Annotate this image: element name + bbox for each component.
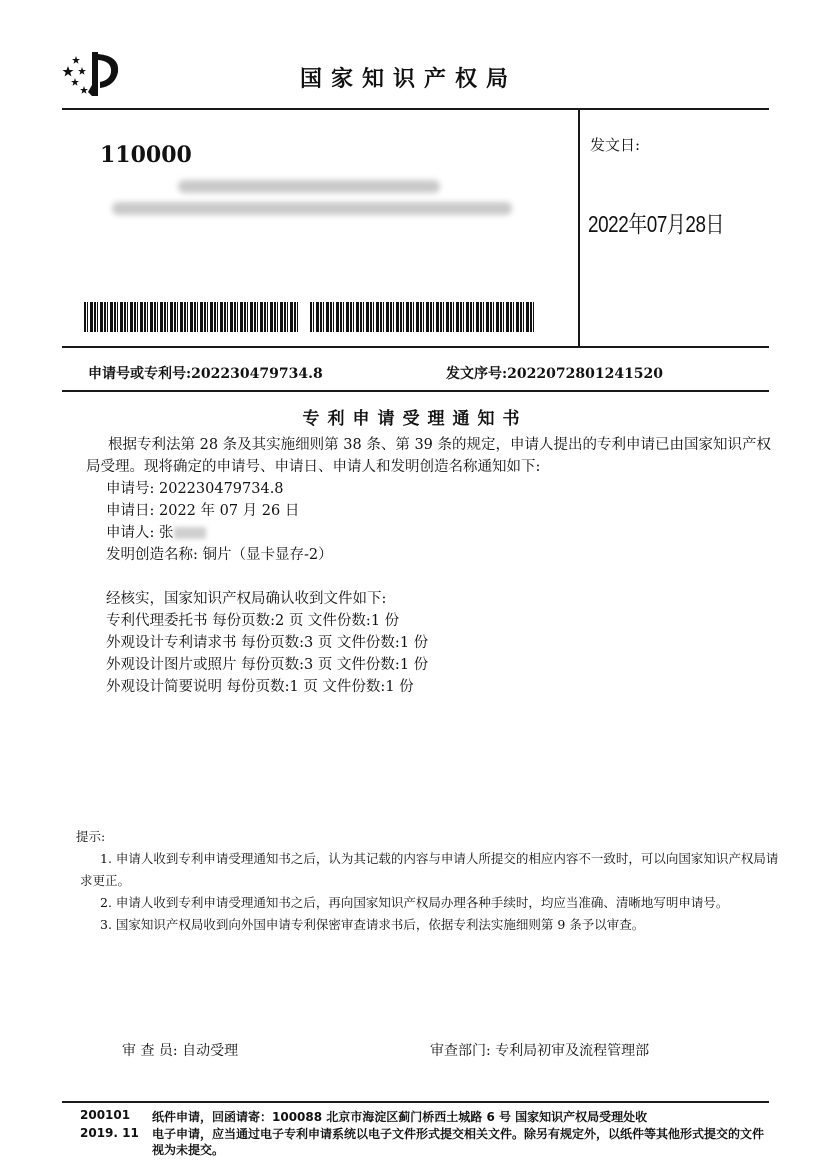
applicant-label: 申请人: 张 xyxy=(106,525,174,541)
hint-item-1: 1. 申请人收到专利申请受理通知书之后，认为其记载的内容与申请人所提交的相应内容不一致时，可以向国家知识产权局请求更正。 xyxy=(80,851,779,888)
serial-number-row xyxy=(446,363,663,383)
issue-date-label: 发文日: xyxy=(590,136,641,154)
form-code: 200101 xyxy=(80,1108,131,1122)
design-title-line: 发明创造名称: 铜片（显卡显存-2） xyxy=(106,547,333,563)
received-file-item: 外观设计图片或照片 每份页数:3 页 文件份数:1 份 xyxy=(106,657,429,673)
serial-number-label: 发文序号: xyxy=(446,366,508,382)
meta-rule xyxy=(62,390,769,392)
agency-name: 国家知识产权局 xyxy=(300,67,518,92)
notice-title: 专利申请受理通知书 xyxy=(302,409,528,429)
header-rule xyxy=(62,108,769,110)
barcode-right xyxy=(310,302,534,332)
applicant-line xyxy=(106,522,206,544)
hints-label: 提示: xyxy=(76,829,106,844)
hint-item-3: 3. 国家知识产权局收到向外国申请专利保密审查请求书后，依据专利法实施细则第 9 条予以审查。 xyxy=(100,917,645,932)
received-file-item: 专利代理委托书 每份页数:2 页 文件份数:1 份 xyxy=(106,613,400,629)
notice-intro: 根据专利法第 28 条及其实施细则第 38 条、第 39 条的规定，申请人提出的专利申请已由国家知识产权局受理。现将确定的申请号、申请日、申请人和发明创造名称通知如下: xyxy=(86,437,772,475)
serial-number: 2022072801241520 xyxy=(507,366,664,382)
application-date-line: 申请日: 2022 年 07 月 26 日 xyxy=(106,503,300,519)
application-number-line: 申请号: 202230479734.8 xyxy=(106,481,284,497)
redacted-applicant-name xyxy=(174,527,206,539)
cnipa-logo-icon xyxy=(62,48,124,100)
hint-item-2: 2. 申请人收到专利申请受理通知书之后，再向国家知识产权局办理各种手续时，均应当准确、清晰地写明申请号。 xyxy=(100,895,729,910)
form-version: 2019. 11 xyxy=(80,1126,139,1140)
redacted-recipient-line xyxy=(112,202,512,215)
address-block-rule xyxy=(62,346,769,348)
application-number-row xyxy=(88,363,323,383)
received-file-item: 外观设计专利请求书 每份页数:3 页 文件份数:1 份 xyxy=(106,635,429,651)
electronic-filing-note: 电子申请，应当通过电子专利申请系统以电子文件形式提交相关文件。除另有规定外，以纸件等其他形式提交的文件视为未提交。 xyxy=(152,1127,765,1157)
examining-department: 审查部门: 专利局初审及流程管理部 xyxy=(430,1043,650,1059)
received-files-intro: 经核实，国家知识产权局确认收到文件如下: xyxy=(106,591,387,607)
footer-rule xyxy=(62,1101,769,1103)
postcode: 110000 xyxy=(100,142,192,168)
paper-filing-note: 纸件申请，回函请寄：100088 北京市海淀区蓟门桥西土城路 6 号 国家知识产权局受理处收 xyxy=(152,1110,648,1124)
application-number: 202230479734.8 xyxy=(191,366,323,382)
date-panel-divider xyxy=(578,108,580,348)
examiner: 审 查 员: 自动受理 xyxy=(122,1043,239,1059)
application-number-label: 申请号或专利号: xyxy=(88,366,192,382)
barcode-left xyxy=(84,302,298,332)
redacted-address-line xyxy=(178,180,440,193)
issue-date: 2022年07月28日 xyxy=(588,211,724,237)
received-file-item: 外观设计简要说明 每份页数:1 页 文件份数:1 份 xyxy=(106,679,414,695)
